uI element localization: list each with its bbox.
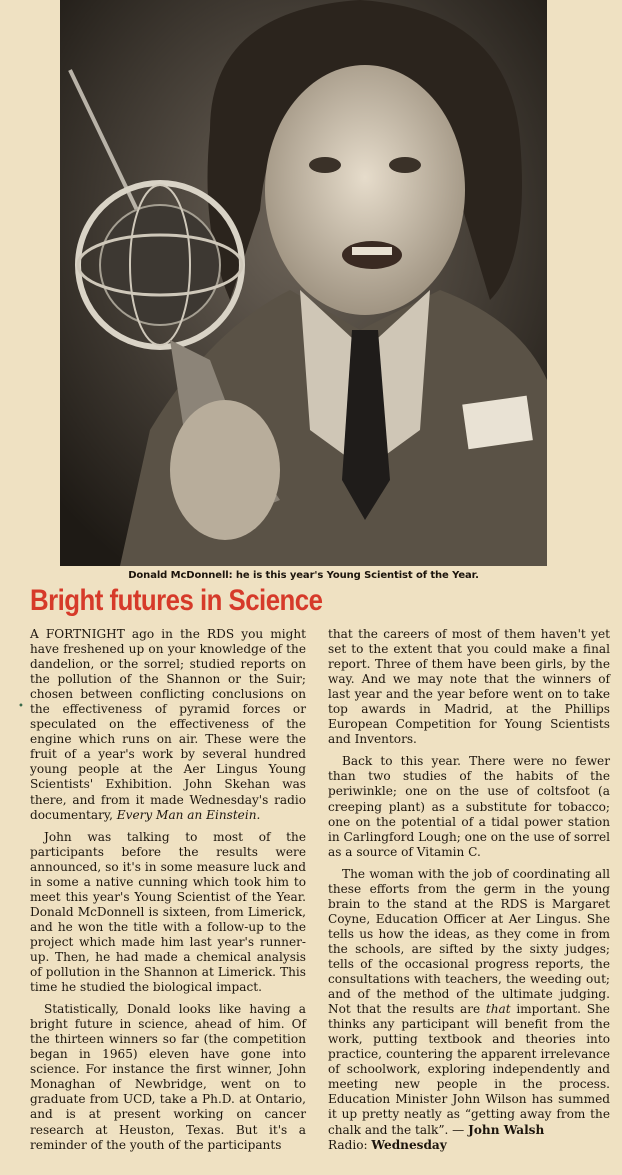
- paragraph: John was talking to most of the participants before the results were announced, so it's in some measure luck and in some a native cunning which took him to meet this year's Young Scientist of the Year. Donald McDonnell is sixteen, from Limerick, and he won the title with a follow-up to the project which made him last year's runner-up. Then, he had made a chemical analysis of pollution in the Shannon at Limerick. This time he studied the biological impact.: [30, 829, 306, 995]
- column-right: [328, 627, 610, 1160]
- column-left: [30, 627, 306, 1160]
- paragraph: that the careers of most of them haven't yet set to the extent that you could make a final report. Three of them have been girls, by the way. And we may note that the winners of last year and the year before went on to take top awards in Madrid, at the Phillips European Competition for Young Scientists and Inventors.: [328, 627, 610, 747]
- slot-day: Wednesday: [371, 1137, 447, 1152]
- documentary-title: Every Man an Einstein.: [116, 807, 261, 822]
- photo-caption: Donald McDonnell: he is this year's Young Scientist of the Year.: [128, 570, 479, 581]
- margin-mark: •: [18, 701, 24, 712]
- paragraph: A FORTNIGHT ago in the RDS you might have freshened up on your knowledge of the dandelion, or the sorrel; studied reports on the pollution of the Shannon or the Suir; chosen between conflicting conclusions on the effectiveness of pyramid forces or speculated on the effectiveness of the engine which runs on air. These were the fruit of a year's work by several hundred young people at the Aer Lingus Young Scientists' Exhibition. John Skehan was there, and from it made Wednesday's radio documentary, Every Man an Einstein.: [30, 627, 306, 822]
- photo-illustration: [60, 0, 547, 566]
- emphasis: that: [485, 1002, 511, 1017]
- author-name: John Walsh: [468, 1122, 545, 1137]
- paragraph: The woman with the job of coordinating all these efforts from the germ in the young brain to the stand at the RDS is Margaret Coyne, Education Officer at Aer Lingus. She tells us how the ideas, as they come in from the schools, are sifted by the sixty judges; tells of the occasional progress reports, the consultations with teachers, the weeding out; and of the method of the ultimate judging. Not that the results are that important. She thinks any participant will benefit from the work, putting textbook and theories into practice, countering the apparent irrelevance of schoolwork, exploring independently and meeting new people in the process. Education Minister John Wilson has summed it up pretty neatly as “getting away from the chalk and the talk”. — John Walsh Radio: Wednesday: [328, 866, 610, 1152]
- headline: Bright futures in Science: [30, 584, 323, 617]
- slot-prefix: Radio:: [328, 1137, 368, 1152]
- photo-young-scientist: [60, 0, 547, 566]
- paragraph: Back to this year. There were no fewer than two studies of the habits of the periwinkle; one on the use of coltsfoot (a creeping plant) as a substitute for tobacco; one on the potential of a tidal power station in Carlingford Lough; one on the use of sorrel as a source of Vitamin C.: [328, 754, 610, 859]
- paragraph: Statistically, Donald looks like having a bright future in science, ahead of him. Of the thirteen winners so far (the competition began in 1965) eleven have gone into science. For instance the first winner, John Monaghan of Newbridge, went on to graduate from UCD, take a Ph.D. at Ontario, and is at present working on cancer research at Heuston, Texas. But it's a reminder of the youth of the participants: [30, 1002, 306, 1152]
